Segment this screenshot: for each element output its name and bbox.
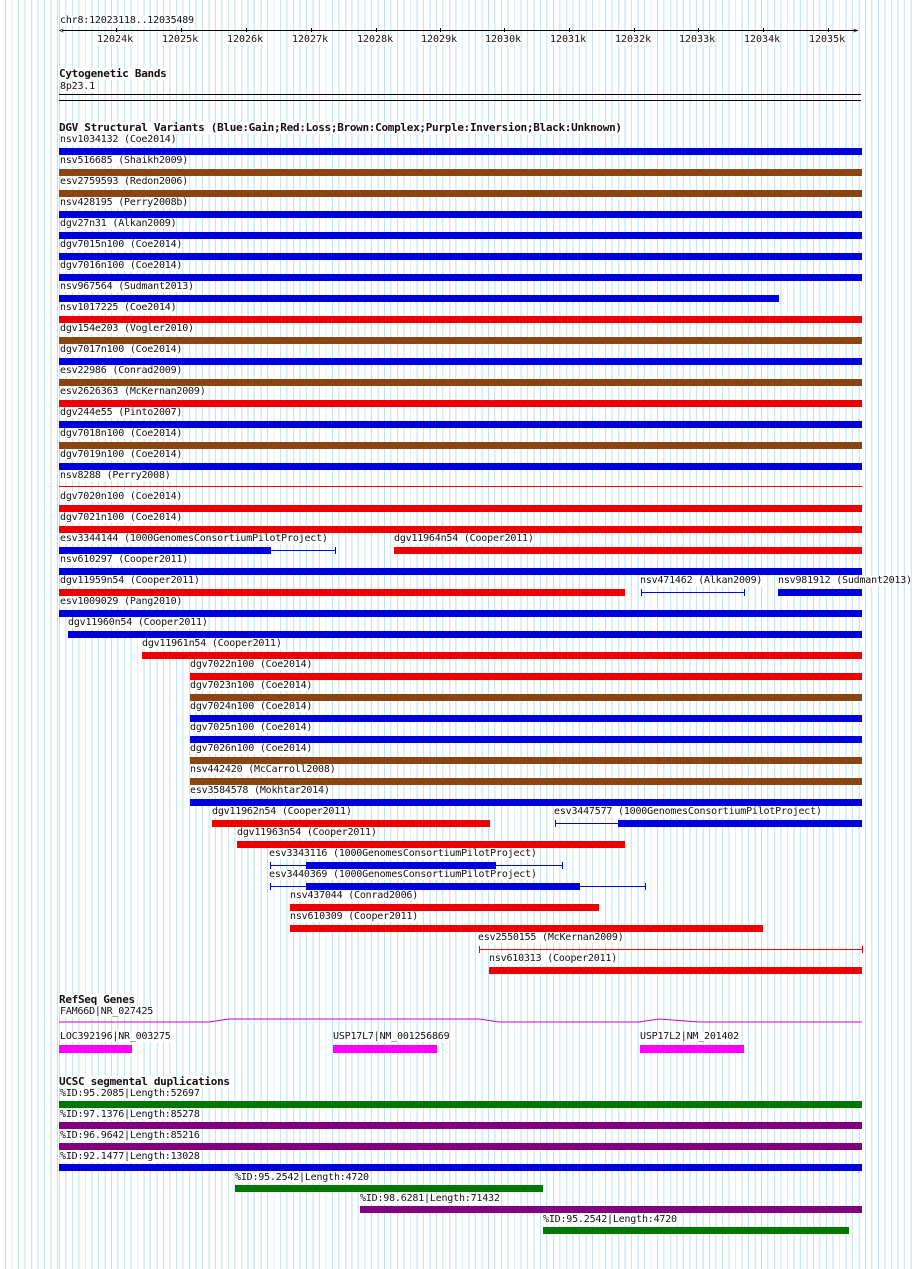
variant-range-cap [270,862,271,869]
ruler-tick-label: 12029k [421,34,458,45]
variant-label[interactable]: esv2626363 (McKernan2009) [60,386,206,397]
variant-bar[interactable] [142,652,862,659]
dgv-title: DGV Structural Variants (Blue:Gain;Red:Loss;Brown:Complex;Purple:Inversion;Black:Unknown) [59,121,622,134]
variant-range-cap [641,589,642,596]
variant-label[interactable]: esv2550155 (McKernan2009) [478,932,624,943]
ruler-tick [763,28,764,32]
ruler-arrow-left: < [59,26,64,35]
variant-label[interactable]: nsv8288 (Perry2008) [60,470,171,481]
variant-bar[interactable] [59,253,862,260]
segdup-bar[interactable] [543,1227,849,1234]
cytoband-line [59,94,861,95]
variant-label[interactable]: dgv7016n100 (Coe2014) [60,260,183,271]
ruler-tick [634,28,635,32]
variant-bar[interactable] [59,379,862,386]
variant-bar[interactable] [59,295,779,302]
ruler-tick-label: 12035k [809,34,846,45]
variant-label[interactable]: nsv967564 (Sudmant2013) [60,281,194,292]
ruler-tick [376,28,377,32]
variant-bar[interactable] [59,547,270,554]
variant-label[interactable]: dgv11962n54 (Cooper2011) [212,806,352,817]
variant-bar[interactable] [59,463,862,470]
variant-bar[interactable] [212,820,490,827]
variant-bar[interactable] [59,316,862,323]
variant-bar[interactable] [237,841,625,848]
variant-label[interactable]: dgv7021n100 (Coe2014) [60,512,183,523]
track-separator [59,100,861,101]
variant-range-cap [645,883,646,890]
variant-label[interactable]: nsv1034132 (Coe2014) [60,134,177,145]
variant-label[interactable]: nsv471462 (Alkan2009) [640,575,763,586]
variant-bar[interactable] [190,799,862,806]
ruler-tick-label: 12034k [744,34,781,45]
variant-bar[interactable] [59,400,862,407]
variant-bar[interactable] [394,547,862,554]
variant-label[interactable]: dgv244e55 (Pinto2007) [60,407,183,418]
variant-range-line[interactable] [641,592,744,593]
ruler-tick-label: 12027k [292,34,329,45]
variant-range-cap [555,820,556,827]
variant-bar[interactable] [290,925,763,932]
variant-bar[interactable] [59,442,862,449]
variant-label[interactable]: dgv11963n54 (Cooper2011) [237,827,377,838]
segdup-label[interactable]: %ID:92.1477|Length:13028 [60,1151,200,1162]
variant-range-line[interactable] [479,949,862,950]
variant-label[interactable]: dgv7026n100 (Coe2014) [190,743,313,754]
variant-bar[interactable] [59,211,862,218]
variant-label[interactable]: nsv437044 (Conrad2006) [290,890,419,901]
segdup-label[interactable]: %ID:95.2542|Length:4720 [543,1214,677,1225]
cytoband-title: Cytogenetic Bands [59,67,167,80]
variant-range-cap [479,946,480,953]
variant-bar[interactable] [59,148,862,155]
gene-label-loc392196[interactable]: LOC392196|NR_003275 [60,1031,171,1042]
variant-label[interactable]: nsv610313 (Cooper2011) [489,953,618,964]
ruler-tick [181,28,182,32]
segdup-bar[interactable] [59,1164,862,1171]
variant-label[interactable]: dgv7023n100 (Coe2014) [190,680,313,691]
variant-label[interactable]: esv1009029 (Pang2010) [60,596,183,607]
variant-bar[interactable] [59,274,862,281]
ruler-tick-label: 12025k [162,34,199,45]
variant-label[interactable]: nsv981912 (Sudmant2013) [778,575,912,586]
variant-label[interactable]: dgv11959n54 (Cooper2011) [60,575,200,586]
variant-bar[interactable] [190,778,862,785]
variant-label[interactable]: dgv11960n54 (Cooper2011) [68,617,208,628]
variant-bar[interactable] [59,589,625,596]
variant-label[interactable]: nsv428195 (Perry2008b) [60,197,189,208]
gene-fam66d-line[interactable] [59,1016,862,1026]
variant-bar[interactable] [306,862,496,869]
variant-label[interactable]: nsv1017225 (Coe2014) [60,302,177,313]
variant-label[interactable]: esv2759593 (Redon2006) [60,176,189,187]
segdup-bar[interactable] [59,1122,862,1129]
ruler-tick [311,28,312,32]
segdup-label[interactable]: %ID:96.9642|Length:85216 [60,1130,200,1141]
variant-range-line[interactable] [270,550,335,551]
variant-range-cap [562,862,563,869]
ruler-tick [698,28,699,32]
variant-label[interactable]: esv22986 (Conrad2009) [60,365,183,376]
variant-bar[interactable] [59,505,862,512]
ruler-tick-label: 12032k [615,34,652,45]
variant-bar[interactable] [306,883,580,890]
segdup-bar[interactable] [59,1143,862,1150]
gene-usp17l2-bar[interactable] [640,1045,744,1053]
variant-bar[interactable] [190,694,862,701]
variant-label[interactable]: dgv7022n100 (Coe2014) [190,659,313,670]
variant-label[interactable]: dgv27n31 (Alkan2009) [60,218,177,229]
cytoband-band-label[interactable]: 8p23.1 [60,81,95,92]
segdup-bar[interactable] [235,1185,543,1192]
variant-bar[interactable] [59,169,862,176]
variant-range-line[interactable] [555,823,618,824]
variant-label[interactable]: nsv610297 (Cooper2011) [60,554,189,565]
variant-bar[interactable] [59,610,862,617]
gene-label-usp17l7[interactable]: USP17L7|NM_001256869 [333,1031,450,1042]
variant-label[interactable]: dgv7020n100 (Coe2014) [60,491,183,502]
variant-bar[interactable] [59,190,862,197]
ruler-tick-label: 12024k [97,34,134,45]
variant-label[interactable]: esv3344144 (1000GenomesConsortiumPilotProject) [60,533,328,544]
variant-bar[interactable] [59,421,862,428]
variant-label[interactable]: esv3447577 (1000GenomesConsortiumPilotProject) [554,806,822,817]
segdup-bar[interactable] [59,1101,862,1108]
ruler-arrow-right: > [853,26,858,35]
variant-bar[interactable] [778,589,862,596]
variant-bar[interactable] [59,358,862,365]
variant-range-cap [744,589,745,596]
ruler-tick [569,28,570,32]
variant-bar[interactable] [190,757,862,764]
gene-usp17l7-bar[interactable] [333,1045,437,1053]
variant-label[interactable]: nsv610309 (Cooper2011) [290,911,419,922]
variant-bar[interactable] [59,486,862,487]
variant-bar[interactable] [59,337,862,344]
variant-label[interactable]: esv3343116 (1000GenomesConsortiumPilotProject) [269,848,537,859]
gene-loc392196-bar[interactable] [59,1045,132,1053]
ruler-tick [440,28,441,32]
variant-label[interactable]: esv3440369 (1000GenomesConsortiumPilotProject) [269,869,537,880]
ruler-tick-label: 12031k [550,34,587,45]
variant-label[interactable]: esv3584578 (Mokhtar2014) [190,785,330,796]
variant-label[interactable]: dgv7025n100 (Coe2014) [190,722,313,733]
variant-bar[interactable] [489,967,862,974]
ruler-tick-label: 12033k [679,34,716,45]
ruler-tick [504,28,505,32]
variant-label[interactable]: dgv154e203 (Vogler2010) [60,323,194,334]
variant-range-cap [335,547,336,554]
segdup-bar[interactable] [360,1206,862,1213]
gene-label-fam66d[interactable]: FAM66D|NR_027425 [60,1006,154,1017]
segdup-label[interactable]: %ID:98.6281|Length:71432 [360,1193,500,1204]
segdup-title: UCSC segmental duplications [59,1075,230,1088]
gene-label-usp17l2[interactable]: USP17L2|NM_201402 [640,1031,739,1042]
variant-label[interactable]: nsv516685 (Shaikh2009) [60,155,189,166]
segdup-label[interactable]: %ID:95.2542|Length:4720 [235,1172,369,1183]
variant-bar[interactable] [190,673,862,680]
variant-bar[interactable] [290,904,599,911]
ruler-tick-label: 12030k [485,34,522,45]
variant-label[interactable]: nsv442420 (McCarroll2008) [190,764,336,775]
variant-bar[interactable] [190,736,862,743]
variant-bar[interactable] [190,715,862,722]
variant-range-cap [862,946,863,953]
variant-range-cap [270,883,271,890]
variant-label[interactable]: dgv7015n100 (Coe2014) [60,239,183,250]
variant-label[interactable]: dgv7024n100 (Coe2014) [190,701,313,712]
ruler-tick-label: 12028k [357,34,394,45]
variant-label[interactable]: dgv7017n100 (Coe2014) [60,344,183,355]
ruler-tick [828,28,829,32]
variant-label[interactable]: dgv11961n54 (Cooper2011) [142,638,282,649]
variant-bar[interactable] [59,232,862,239]
variant-label[interactable]: dgv7018n100 (Coe2014) [60,428,183,439]
variant-bar[interactable] [68,631,862,638]
variant-label[interactable]: dgv11964n54 (Cooper2011) [394,533,534,544]
variant-bar[interactable] [59,526,862,533]
variant-bar[interactable] [59,568,862,575]
refseq-title: RefSeq Genes [59,993,135,1006]
ruler-tick [246,28,247,32]
ruler-tick-label: 12026k [227,34,264,45]
ruler-tick [116,28,117,32]
variant-range-cap [270,547,271,554]
segdup-label[interactable]: %ID:97.1376|Length:85278 [60,1109,200,1120]
segdup-label[interactable]: %ID:95.2085|Length:52697 [60,1088,200,1099]
variant-label[interactable]: dgv7019n100 (Coe2014) [60,449,183,460]
ruler-location: chr8:12023118..12035489 [60,15,194,26]
variant-bar[interactable] [618,820,862,827]
